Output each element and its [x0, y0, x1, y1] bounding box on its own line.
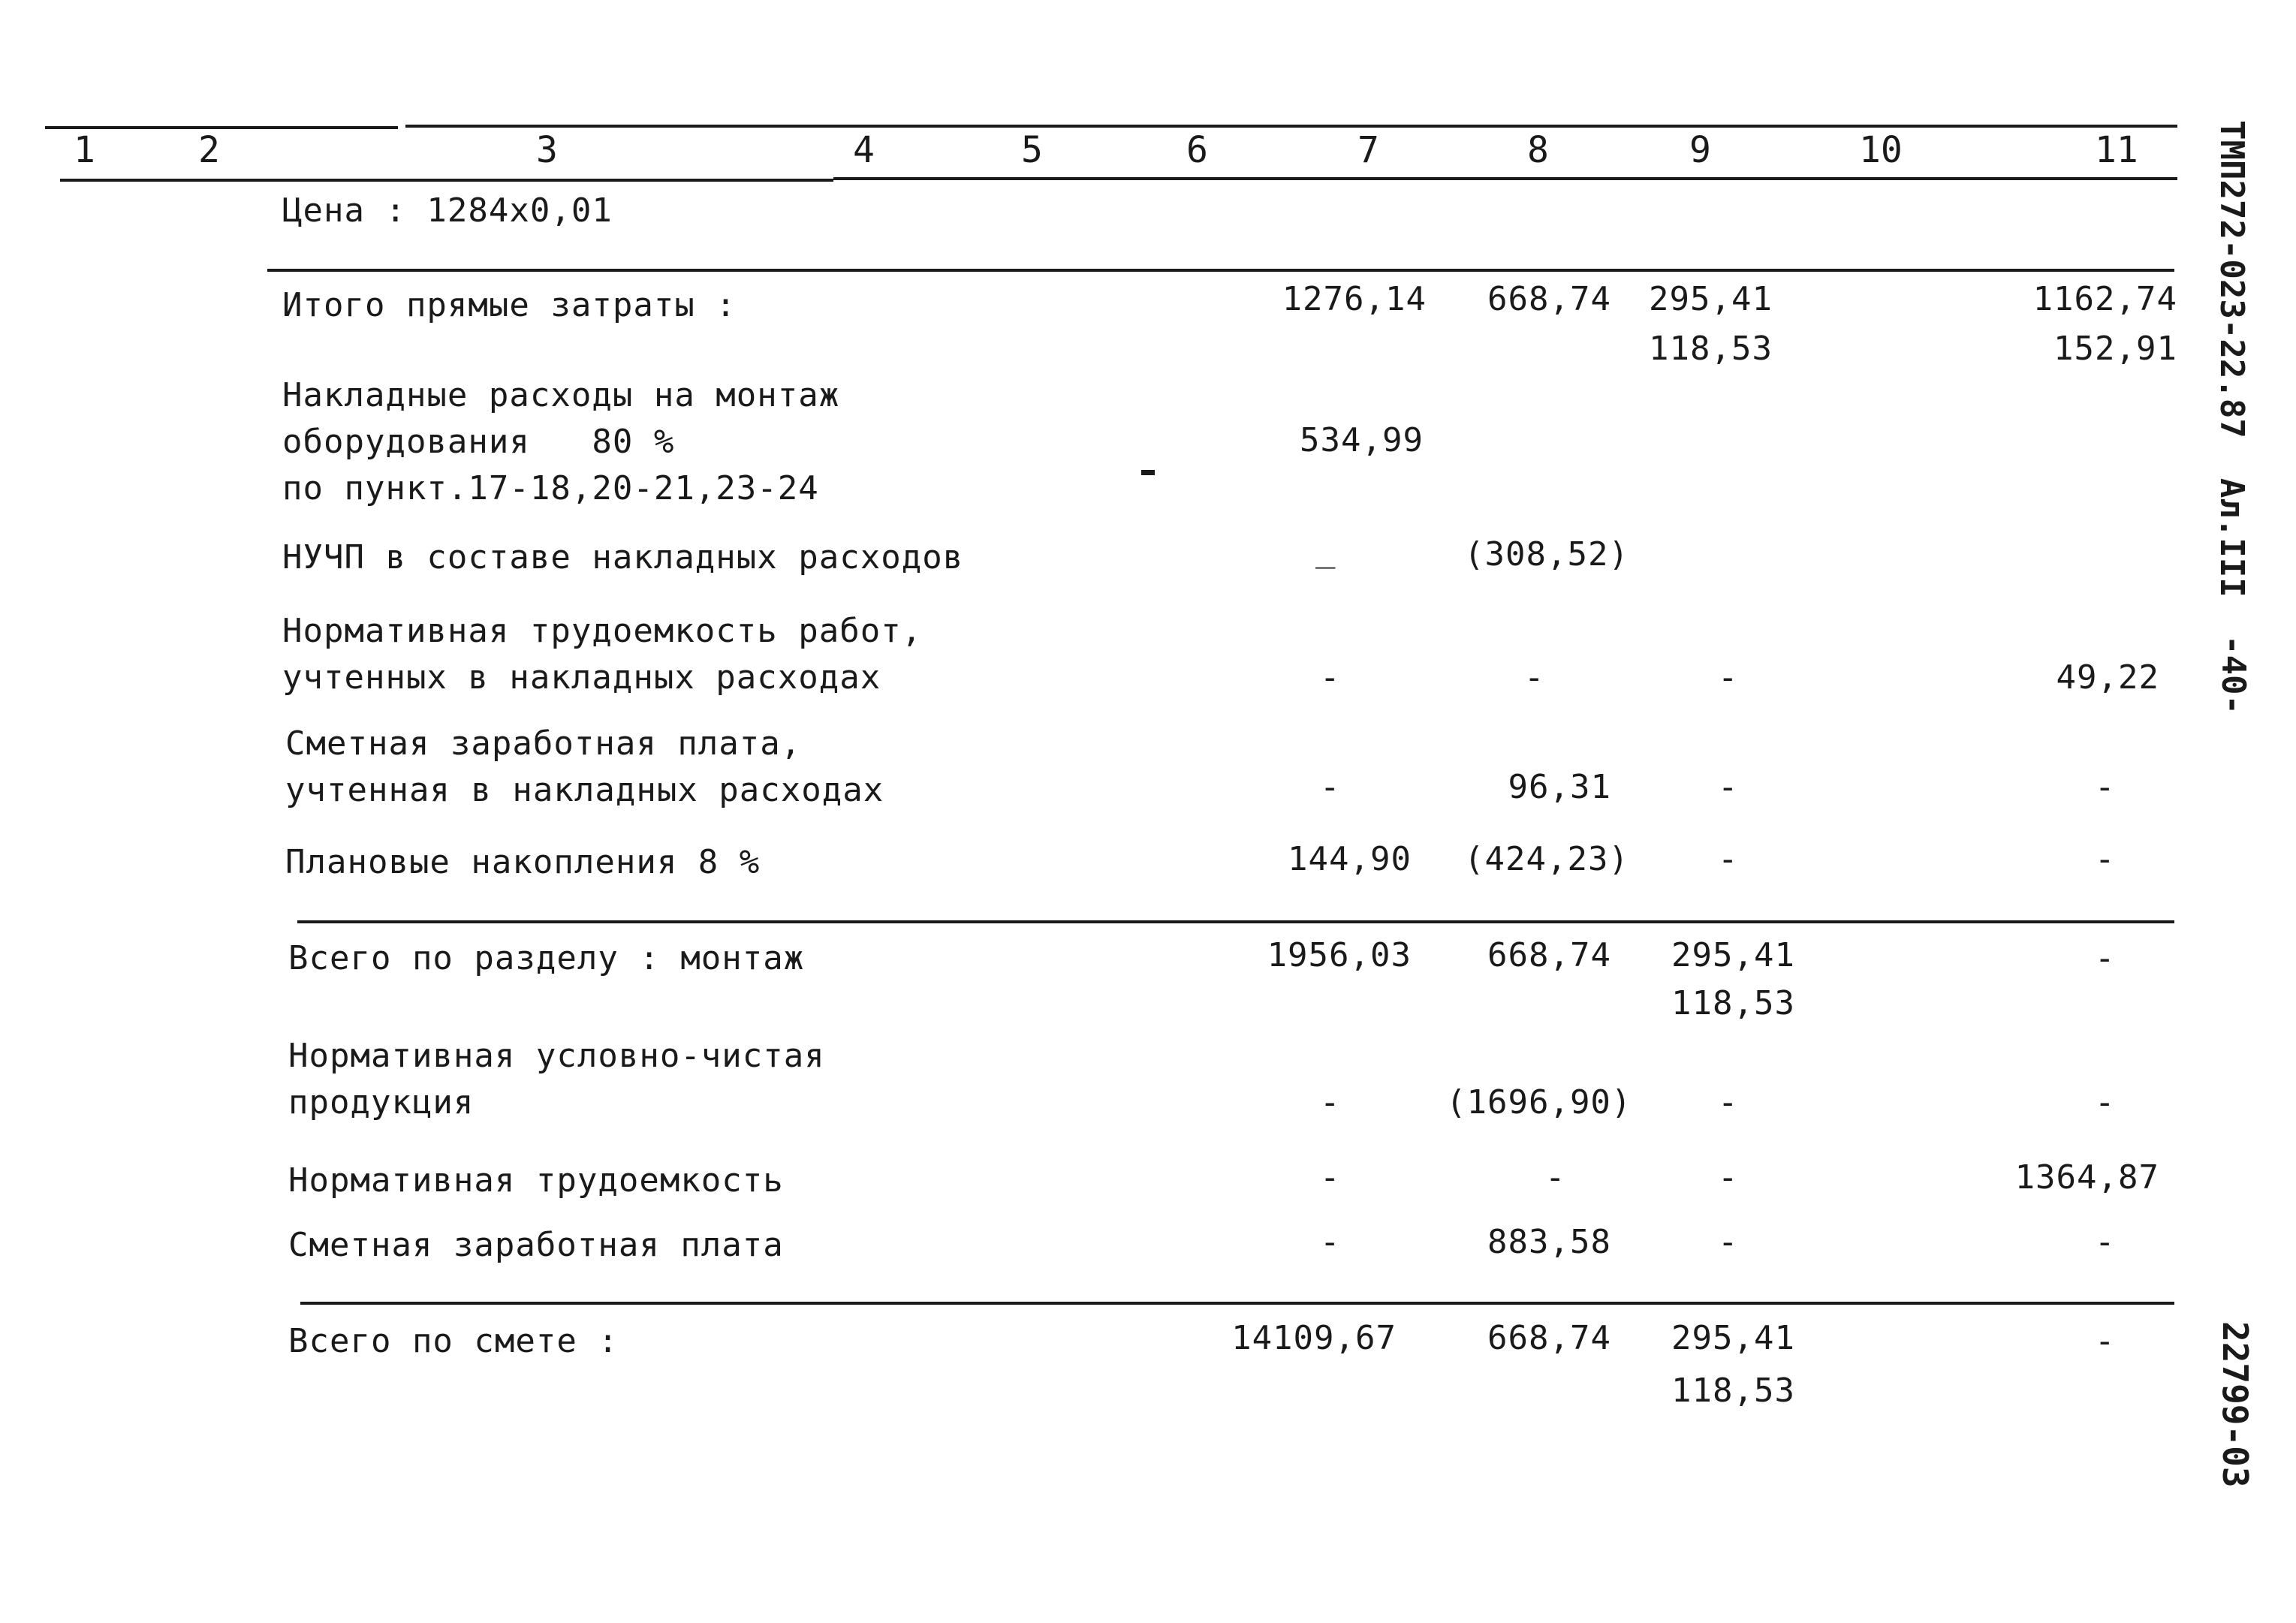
- header-top-rule-right: [405, 125, 2177, 128]
- page-number: -40-: [2214, 635, 2252, 715]
- cell-col9: -: [1718, 658, 1739, 697]
- cell-col8: 668,74: [1487, 1319, 1611, 1357]
- column-number-11: 11: [2095, 129, 2138, 171]
- cell-col8: -: [1545, 1158, 1566, 1197]
- document-code: 22799-03: [2215, 1321, 2255, 1488]
- row-label-line-2: учтенная в накладных расходах: [285, 771, 884, 809]
- cell-col7: _: [1315, 531, 1336, 569]
- column-number-1: 1: [74, 129, 95, 171]
- cell-col11-second: 152,91: [2053, 330, 2177, 368]
- row-label: НУЧП в составе накладных расходов: [282, 538, 964, 577]
- cell-col9: 295,41: [1671, 936, 1795, 974]
- cell-col9-second: 118,53: [1671, 984, 1795, 1022]
- cell-col9-second: 118,53: [1671, 1372, 1795, 1410]
- row-label: Сметная заработная плата: [288, 1226, 784, 1264]
- column-number-8: 8: [1527, 129, 1549, 171]
- row-label: Всего по смете :: [288, 1322, 619, 1360]
- cell-col7: -: [1320, 1223, 1341, 1261]
- row-label-line-2: продукция: [288, 1083, 475, 1122]
- column-number-3: 3: [536, 129, 558, 171]
- section-rule-bottom: [300, 1302, 2174, 1305]
- section-rule-top: [267, 269, 2174, 272]
- column-number-2: 2: [198, 129, 220, 171]
- cell-col9: -: [1718, 840, 1739, 878]
- cell-col9: 295,41: [1671, 1319, 1795, 1357]
- cell-col11: -: [2095, 840, 2116, 878]
- section-rule-middle: [297, 920, 2174, 923]
- cell-col11: 1162,74: [2032, 280, 2177, 318]
- row-label-line-2: оборудования 80 %: [282, 423, 675, 461]
- cell-col8: 668,74: [1487, 280, 1611, 318]
- row-label: Нормативная трудоемкость: [288, 1161, 784, 1200]
- cell-col7: -: [1320, 1158, 1341, 1197]
- cell-col8: (308,52): [1464, 535, 1629, 574]
- column-number-10: 10: [1859, 129, 1903, 171]
- cell-col9: -: [1718, 768, 1739, 806]
- row-label: Накладные расходы на монтаж: [282, 376, 840, 414]
- cell-col11: -: [2095, 1223, 2116, 1261]
- cell-col8: -: [1524, 658, 1545, 697]
- cell-col9-second: 118,53: [1649, 330, 1773, 368]
- cell-col8: 883,58: [1487, 1223, 1611, 1261]
- price-line: Цена : 1284х0,01: [282, 191, 613, 230]
- row-label-line-2: учтенных в накладных расходах: [282, 658, 881, 697]
- cell-col7: 534,99: [1300, 421, 1424, 459]
- cell-col9: -: [1718, 1083, 1739, 1122]
- cell-col7: 1956,03: [1267, 936, 1412, 974]
- cell-col7: 144,90: [1288, 840, 1412, 878]
- row-label-line-3: по пункт.17-18,20-21,23-24: [282, 469, 819, 507]
- cell-col8: 668,74: [1487, 936, 1611, 974]
- column-number-7: 7: [1357, 129, 1379, 171]
- cell-col9: -: [1718, 1158, 1739, 1197]
- header-top-rule-left: [45, 126, 398, 129]
- column-number-9: 9: [1689, 129, 1711, 171]
- cell-col7: -: [1320, 768, 1341, 806]
- column-number-5: 5: [1021, 129, 1043, 171]
- stray-dash-mark: [1141, 470, 1155, 475]
- row-label: Нормативная трудоемкость работ,: [282, 612, 923, 650]
- column-number-6: 6: [1186, 129, 1208, 171]
- row-label: Нормативная условно-чистая: [288, 1037, 825, 1075]
- cell-col11: -: [2095, 1083, 2116, 1122]
- column-number-4: 4: [853, 129, 875, 171]
- cell-col8: (1696,90): [1446, 1083, 1632, 1122]
- cell-col9: -: [1718, 1223, 1739, 1261]
- cell-col7: 14109,67: [1231, 1319, 1397, 1357]
- cell-col8: 96,31: [1508, 768, 1611, 806]
- cell-col11: 49,22: [2056, 658, 2159, 697]
- header-bottom-rule-right: [833, 177, 2177, 180]
- cell-col7: 1276,14: [1282, 280, 1427, 318]
- cell-col11: -: [2095, 939, 2116, 977]
- header-bottom-rule-left: [60, 179, 833, 182]
- row-label: Итого прямые затраты :: [282, 286, 737, 324]
- cell-col7: -: [1320, 658, 1341, 697]
- row-label: Всего по разделу : монтаж: [288, 939, 805, 977]
- cell-col11: -: [2095, 768, 2116, 806]
- cell-col9: 295,41: [1649, 280, 1773, 318]
- cell-col11: -: [2095, 1322, 2116, 1360]
- cell-col11: 1364,87: [2014, 1158, 2159, 1197]
- row-label: Плановые накопления 8 %: [285, 843, 761, 881]
- cell-col7: -: [1320, 1083, 1341, 1122]
- row-label: Сметная заработная плата,: [285, 724, 802, 763]
- margin-stamp: ТМП272-023-22.87 Ал.III: [2213, 120, 2251, 598]
- cell-col8: (424,23): [1464, 840, 1629, 878]
